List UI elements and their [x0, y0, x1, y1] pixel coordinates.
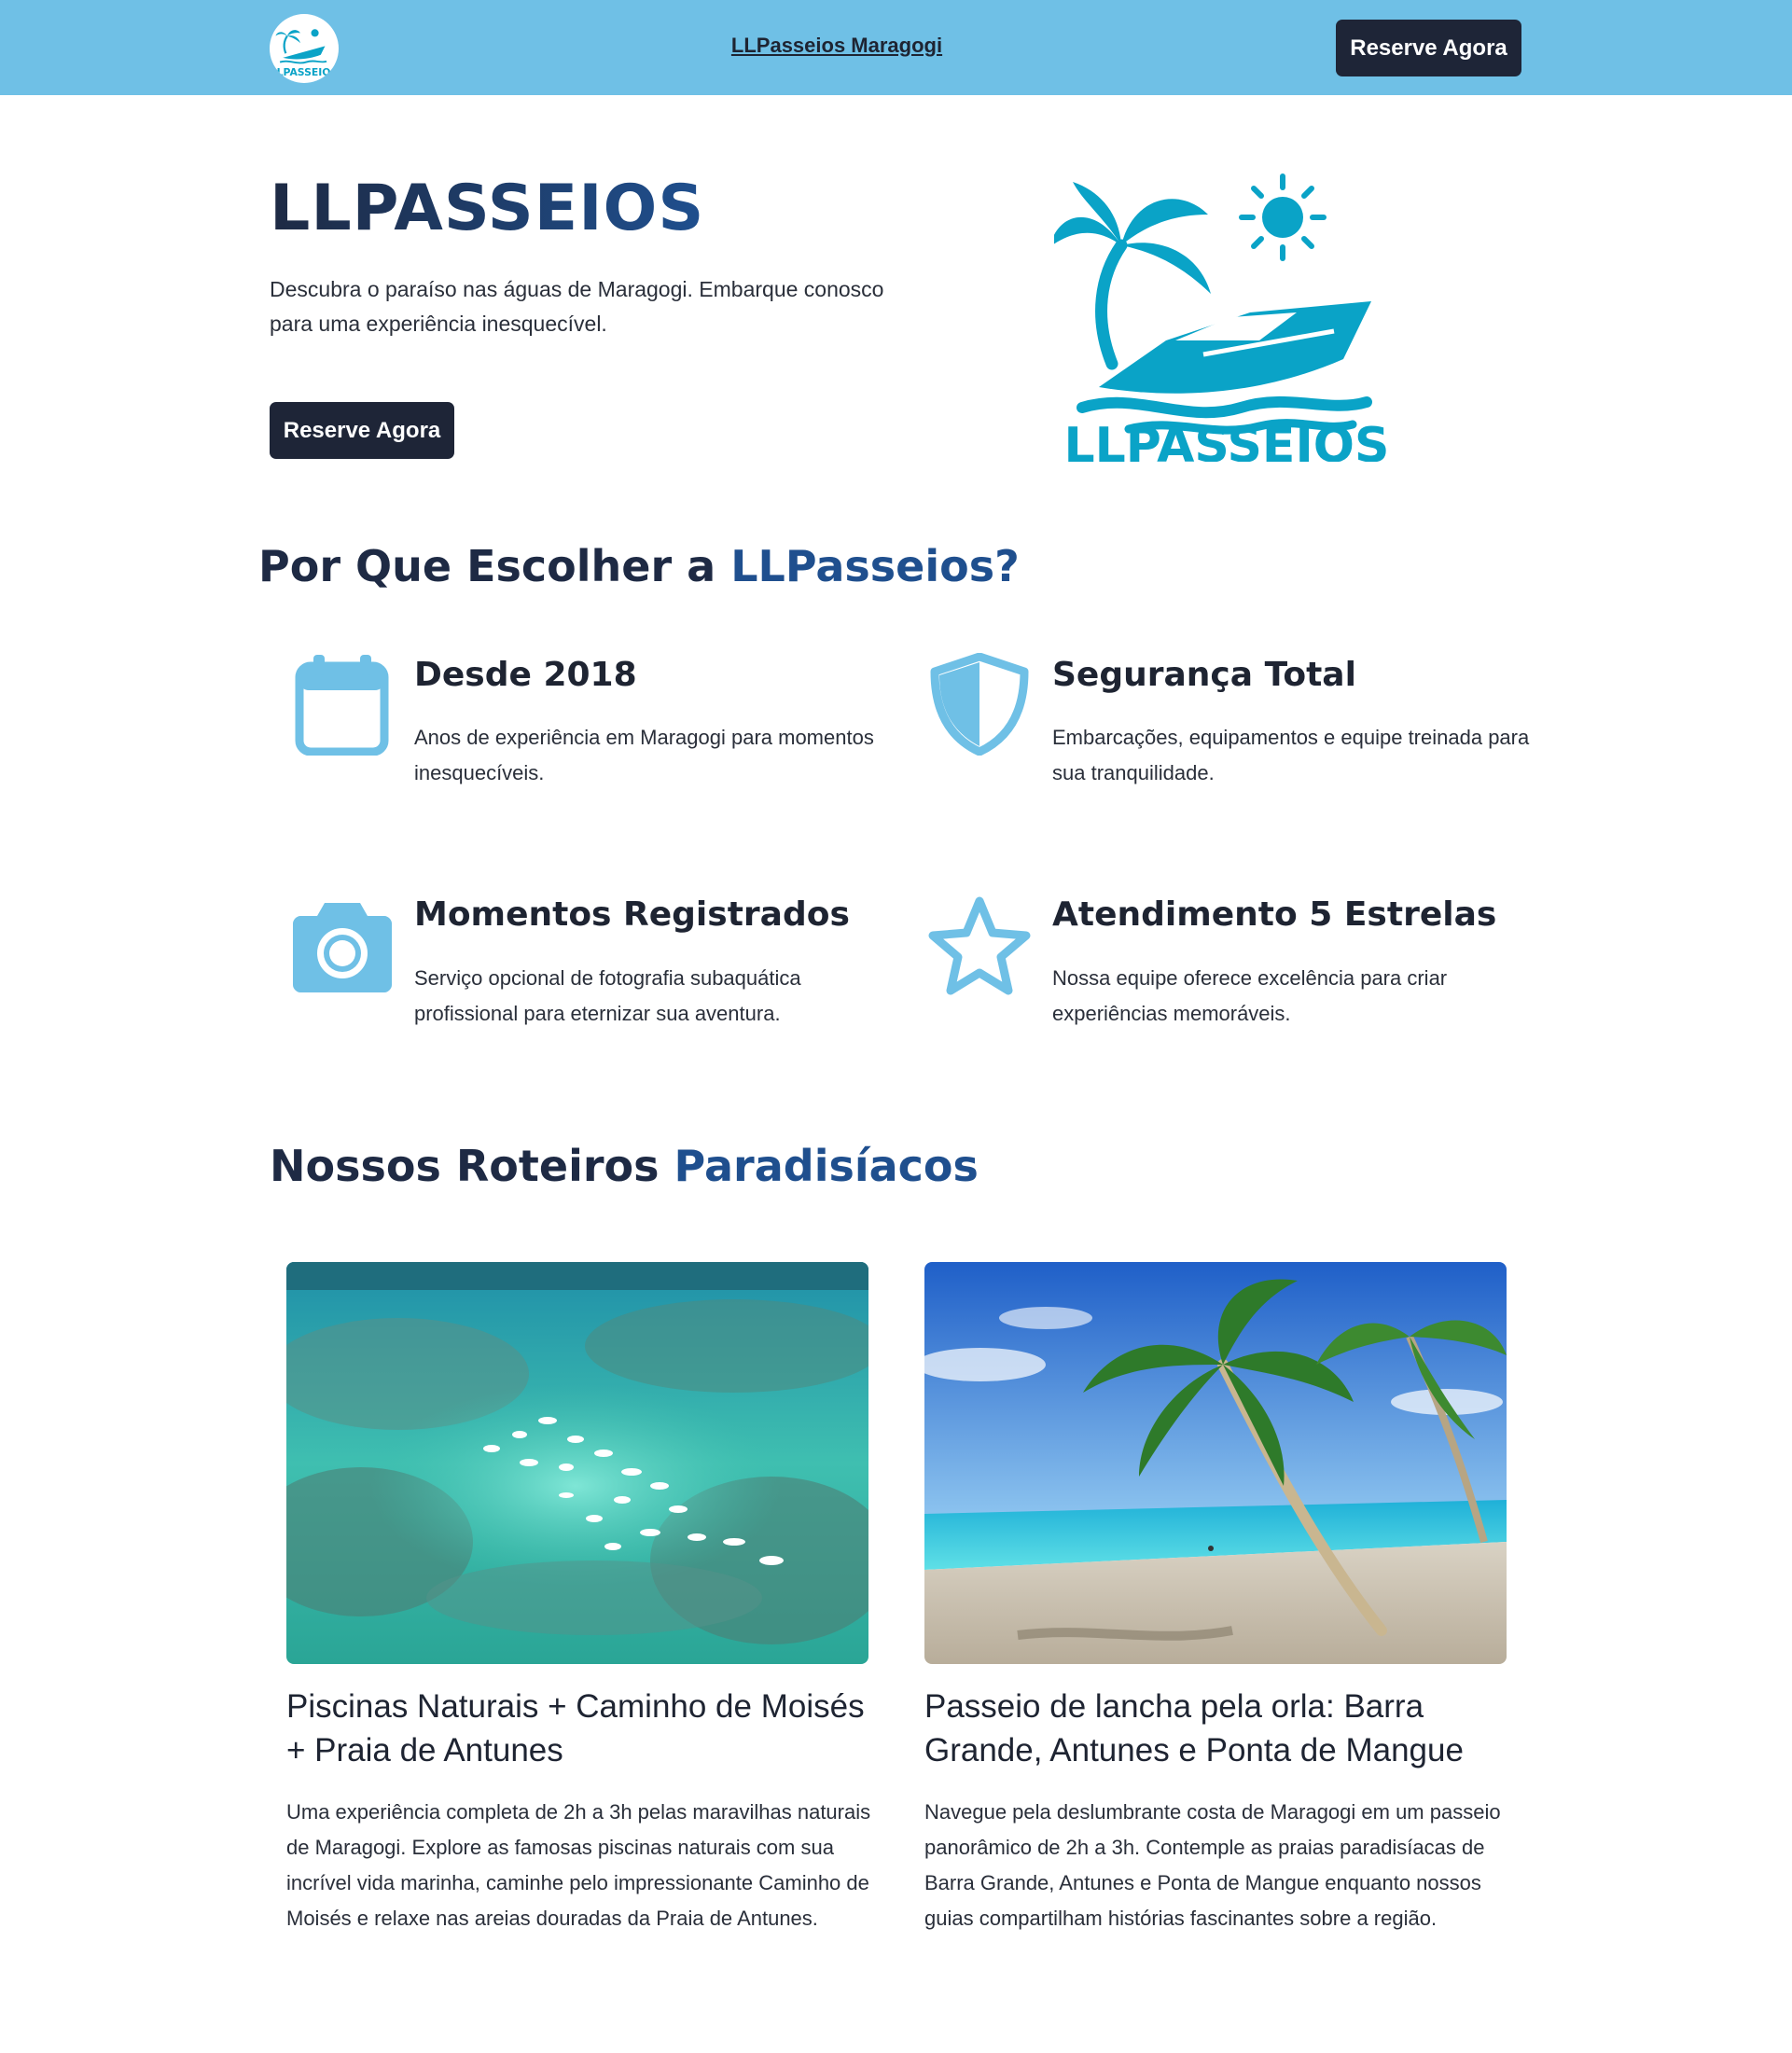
- routes-title-part1: Nossos Roteiros: [270, 1141, 674, 1191]
- logo-text: LLPASSEIOS: [270, 66, 339, 78]
- feature-text-security: Embarcações, equipamentos e equipe treinada para sua tranquilidade.: [1052, 726, 1530, 784]
- sun-icon: [1242, 176, 1324, 258]
- feature-title-photos: Momentos Registrados: [414, 895, 850, 934]
- boat-icon: [1099, 301, 1371, 394]
- hero-reserve-button[interactable]: Reserve Agora: [270, 402, 454, 459]
- camera-icon: [291, 895, 394, 998]
- route-text-boat-tour: Navegue pela deslumbrante costa de Maragogi em um passeio panorâmico de 2h a 3h. Contemple as praias paradisíacas de Barra Grande, Antunes e Ponta de Mangue enquanto nossos guias compartilham histórias fascinantes sobre a região.: [924, 1800, 1501, 1930]
- hero-title: LLPASSEIOS: [270, 172, 705, 245]
- calendar-icon: [291, 653, 394, 756]
- feature-text-service: Nossa equipe oferece excelência para criar experiências memoráveis.: [1052, 966, 1448, 1025]
- feature-title-since: Desde 2018: [414, 656, 637, 694]
- route-text-natural-pools: Uma experiência completa de 2h a 3h pelas maravilhas naturais de Maragogi. Explore as famosas piscinas naturais com sua incrível vida marinha, caminhe pelo impressionante Caminho de Moisés e relaxe nas areias douradas da Praia de Antunes.: [286, 1800, 871, 1930]
- shield-icon: [928, 653, 1031, 756]
- why-title-part1: Por Que Escolher a: [258, 541, 731, 591]
- star-icon: [928, 895, 1031, 998]
- top-header: [0, 0, 1792, 95]
- feature-text-since: Anos de experiência em Maragogi para momentos inesquecíveis.: [414, 726, 874, 784]
- hero-logo-text: LLPASSEIOS: [1063, 418, 1390, 462]
- route-title-boat-tour: Passeio de lancha pela orla: Barra Grande, Antunes e Ponta de Mangue: [924, 1688, 1464, 1769]
- header-reserve-button[interactable]: Reserve Agora: [1336, 20, 1521, 76]
- hero-description: Descubra o paraíso nas águas de Maragogi. Embarque conosco para uma experiência inesquecível.: [270, 277, 884, 336]
- feature-title-security: Segurança Total: [1052, 656, 1356, 694]
- hero-logo: [1054, 163, 1399, 462]
- why-title-part2: LLPasseios?: [730, 541, 1020, 591]
- feature-text-photos: Serviço opcional de fotografia subaquática profissional para eternizar sua aventura.: [414, 966, 801, 1025]
- feature-title-service: Atendimento 5 Estrelas: [1052, 895, 1497, 934]
- route-title-natural-pools: Piscinas Naturais + Caminho de Moisés + Praia de Antunes: [286, 1688, 865, 1769]
- route-image-natural-pools[interactable]: [286, 1262, 868, 1664]
- why-section-title: [258, 541, 1020, 591]
- route-image-boat-tour[interactable]: [924, 1262, 1507, 1664]
- routes-title-part2: Paradisíacos: [674, 1141, 979, 1191]
- header-site-link[interactable]: LLPasseios Maragogi: [730, 34, 943, 57]
- routes-section-title: [270, 1141, 979, 1191]
